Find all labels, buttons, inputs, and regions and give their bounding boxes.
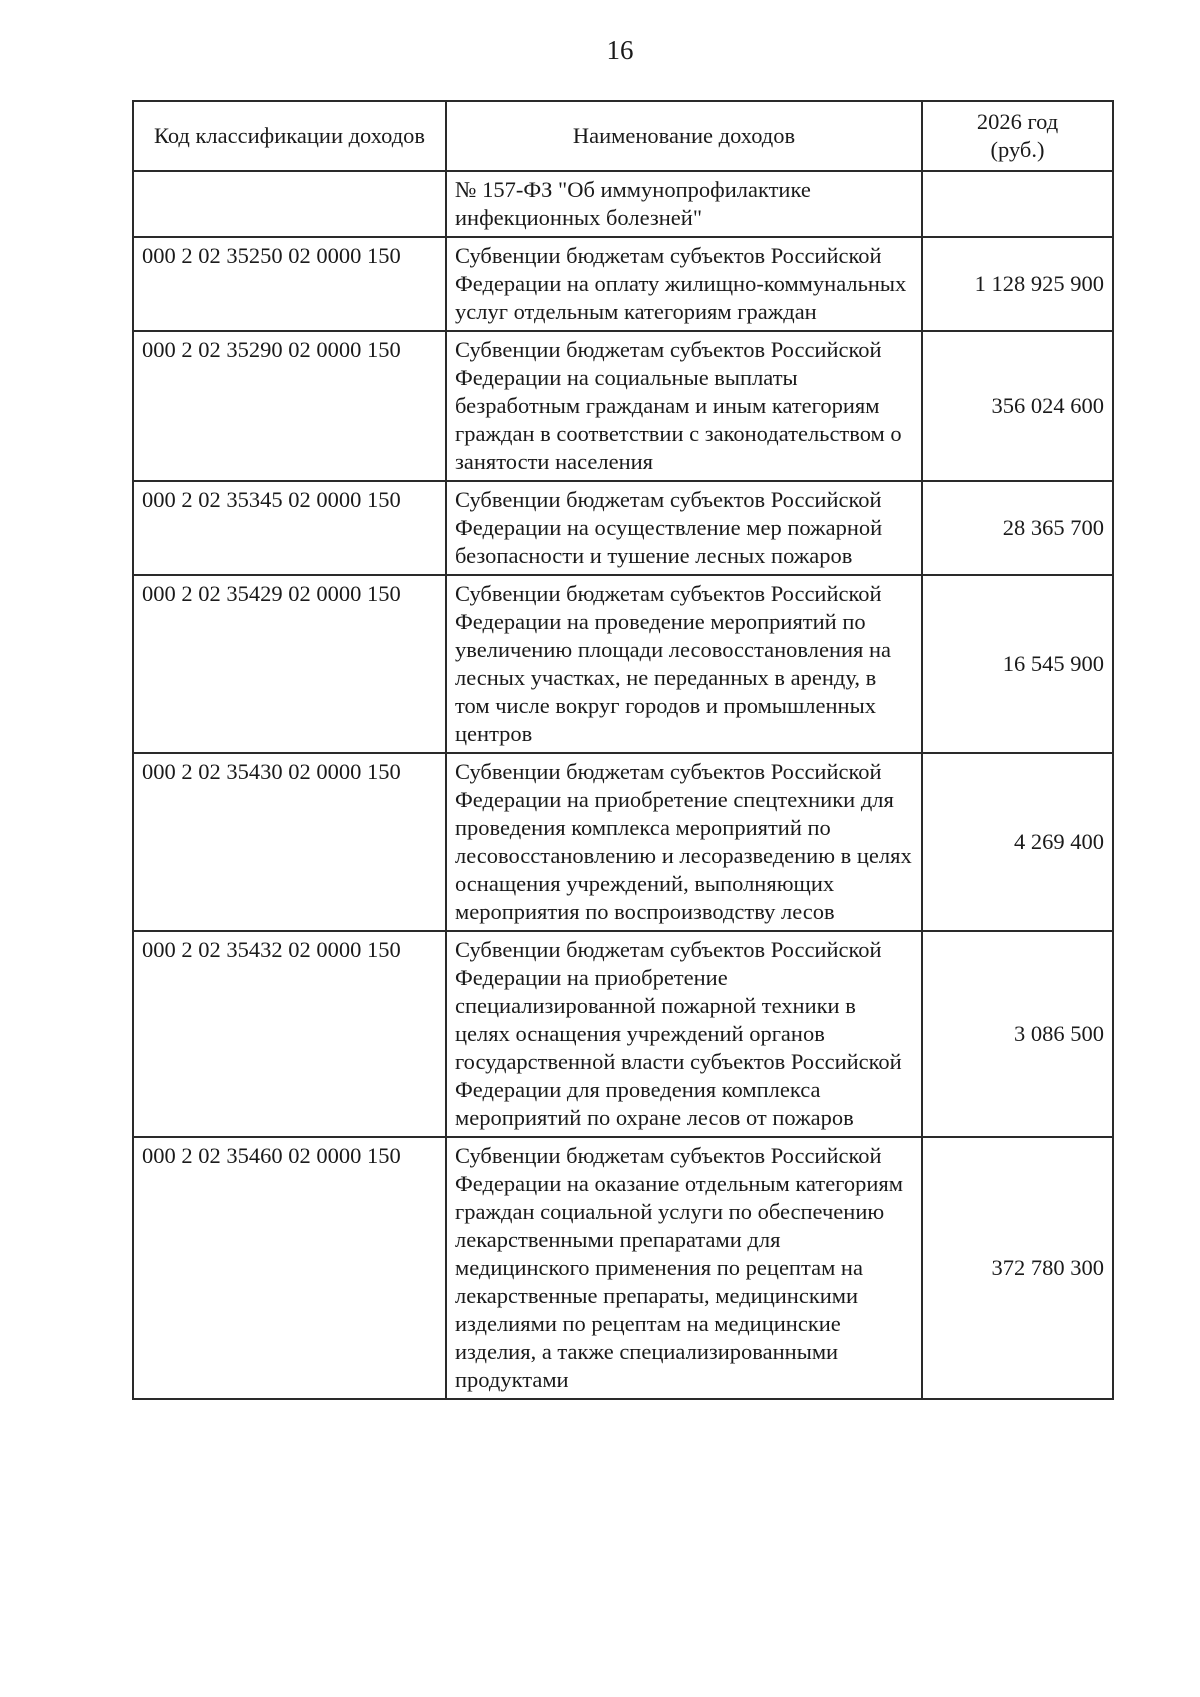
table-row [133, 171, 1113, 237]
table-row [133, 481, 1113, 575]
income-name: Субвенции бюджетам субъектов Российской Федерации на приобретение спецтехники для проведения комплекса мероприятий по лесовосстановлению и лесоразведению в целях оснащения учреждений, выполняющих мероприятия по воспроизводству лесов [446, 753, 922, 931]
header-amount-year: 2026 год [976, 109, 1059, 134]
header-amount-unit: (руб.) [990, 137, 1045, 162]
income-name: Субвенции бюджетам субъектов Российской Федерации на оказание отдельным категориям граждан социальной услуги по обеспечению лекарственными препаратами для медицинского применения по рецептам на лекарственные препараты, медицинскими изделиями по рецептам на медицинские изделия, а также специализированными продуктами [446, 1137, 922, 1399]
income-name: Субвенции бюджетам субъектов Российской Федерации на социальные выплаты безработным гражданам и иным категориям граждан в соответствии с законодательством о занятости населения [446, 331, 922, 481]
income-name: Субвенции бюджетам субъектов Российской Федерации на осуществление мер пожарной безопасности и тушение лесных пожаров [446, 481, 922, 575]
income-code: 000 2 02 35460 02 0000 150 [133, 1137, 446, 1399]
income-amount: 28 365 700 [922, 481, 1113, 575]
table-row [133, 1137, 1113, 1399]
income-name: Субвенции бюджетам субъектов Российской Федерации на оплату жилищно-коммунальных услуг отдельным категориям граждан [446, 237, 922, 331]
income-code: 000 2 02 35290 02 0000 150 [133, 331, 446, 481]
income-name: № 157-ФЗ "Об иммунопрофилактике инфекционных болезней" [446, 171, 922, 237]
income-table [132, 100, 1114, 1400]
income-amount: 3 086 500 [922, 931, 1113, 1137]
income-amount: 1 128 925 900 [922, 237, 1113, 331]
income-name: Субвенции бюджетам субъектов Российской Федерации на проведение мероприятий по увеличению площади лесовосстановления на лесных участках, не переданных в аренду, в том числе вокруг городов и промышленных центров [446, 575, 922, 753]
table-row [133, 931, 1113, 1137]
income-name: Субвенции бюджетам субъектов Российской Федерации на приобретение специализированной пожарной техники в целях оснащения учреждений органов государственной власти субъектов Российской Федерации для проведения комплекса мероприятий по охране лесов от пожаров [446, 931, 922, 1137]
table-row [133, 331, 1113, 481]
income-code: 000 2 02 35430 02 0000 150 [133, 753, 446, 931]
income-code: 000 2 02 35250 02 0000 150 [133, 237, 446, 331]
header-code: Код классификации доходов [133, 101, 446, 171]
income-code [133, 171, 446, 237]
income-code: 000 2 02 35429 02 0000 150 [133, 575, 446, 753]
income-code: 000 2 02 35345 02 0000 150 [133, 481, 446, 575]
header-name: Наименование доходов [446, 101, 922, 171]
income-amount [922, 171, 1113, 237]
table-row [133, 237, 1113, 331]
table-row [133, 575, 1113, 753]
income-code: 000 2 02 35432 02 0000 150 [133, 931, 446, 1137]
page-number: 16 [606, 35, 634, 65]
table-header-row [133, 101, 1113, 171]
income-amount: 356 024 600 [922, 331, 1113, 481]
table-row [133, 753, 1113, 931]
income-amount: 16 545 900 [922, 575, 1113, 753]
header-amount [922, 101, 1113, 171]
income-amount: 372 780 300 [922, 1137, 1113, 1399]
income-amount: 4 269 400 [922, 753, 1113, 931]
